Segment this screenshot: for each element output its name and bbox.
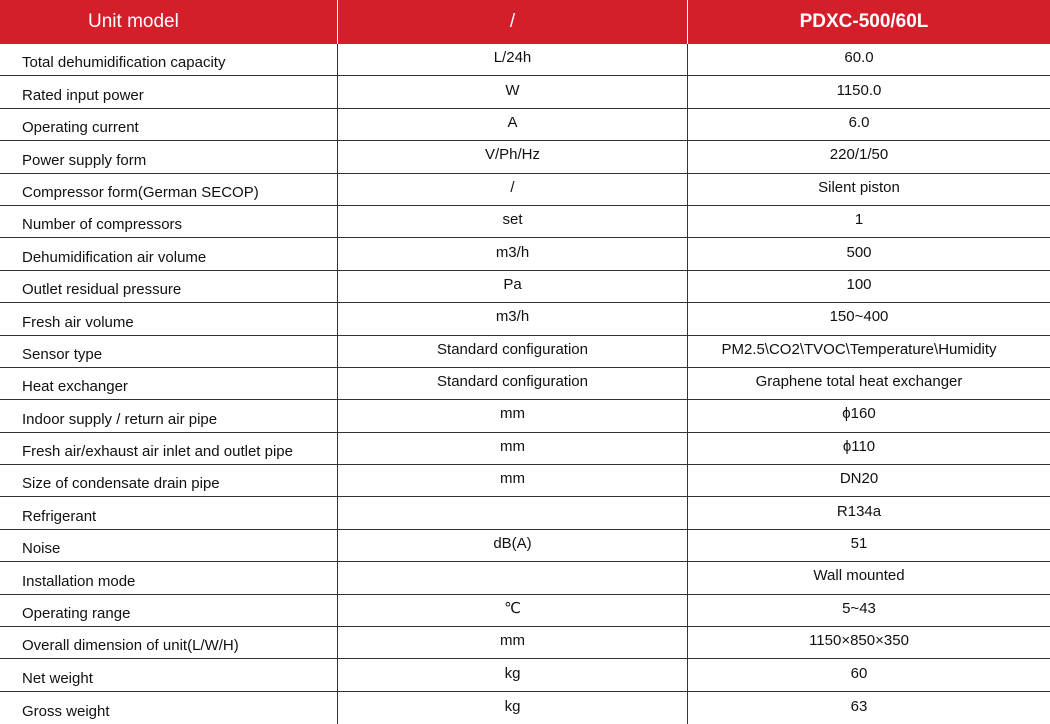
parameter-name: Refrigerant <box>22 507 97 525</box>
parameter-unit: mm <box>337 433 687 464</box>
parameter-unit <box>337 497 687 528</box>
table-header <box>0 0 1050 44</box>
parameter-unit: mm <box>337 400 687 431</box>
parameter-unit: mm <box>337 627 687 658</box>
table-row <box>0 174 1050 206</box>
table-row <box>0 109 1050 141</box>
parameter-name: Number of compressors <box>22 216 183 234</box>
parameter-value: R134a <box>687 497 1050 528</box>
table-row <box>0 595 1050 627</box>
parameter-name: Size of condensate drain pipe <box>22 475 220 493</box>
table-row <box>0 433 1050 465</box>
table-row <box>0 206 1050 238</box>
parameter-value: 500 <box>687 238 1050 269</box>
parameter-value: Wall mounted <box>687 562 1050 593</box>
parameter-name: Indoor supply / return air pipe <box>22 410 218 428</box>
parameter-name: Total dehumidification capacity <box>22 54 226 72</box>
parameter-unit: Pa <box>337 271 687 302</box>
parameter-name: Noise <box>22 540 61 558</box>
parameter-value: 60 <box>687 659 1050 690</box>
parameter-value: 150~400 <box>687 303 1050 334</box>
parameter-value: 100 <box>687 271 1050 302</box>
parameter-value: DN20 <box>687 465 1050 496</box>
table-row <box>0 465 1050 497</box>
parameter-value: 1150×850×350 <box>687 627 1050 658</box>
parameter-unit: kg <box>337 659 687 690</box>
table-row <box>0 368 1050 400</box>
parameter-unit: mm <box>337 465 687 496</box>
parameter-name: Compressor form(German SECOP) <box>22 183 259 201</box>
parameter-name: Power supply form <box>22 151 147 169</box>
table-row <box>0 692 1050 724</box>
unit-column-header: / <box>337 0 687 44</box>
parameter-name: Fresh air/exhaust air inlet and outlet pipe <box>22 443 293 461</box>
parameter-name: Operating current <box>22 119 139 137</box>
parameter-value: 5~43 <box>687 595 1050 626</box>
table-row <box>0 76 1050 108</box>
table-row <box>0 562 1050 594</box>
parameter-name: Heat exchanger <box>22 378 128 396</box>
parameter-value: 1 <box>687 206 1050 237</box>
parameter-value: ϕ160 <box>687 400 1050 431</box>
parameter-unit: / <box>337 174 687 205</box>
parameter-name: Rated input power <box>22 86 144 104</box>
table-row <box>0 303 1050 335</box>
table-body <box>0 44 1050 724</box>
table-row <box>0 530 1050 562</box>
table-row <box>0 238 1050 270</box>
table-row <box>0 659 1050 691</box>
parameter-value: Silent piston <box>687 174 1050 205</box>
table-row <box>0 271 1050 303</box>
parameter-unit: kg <box>337 692 687 724</box>
model-number: PDXC-500/60L <box>687 0 1050 44</box>
parameter-name: Sensor type <box>22 345 103 363</box>
parameter-value: 1150.0 <box>687 76 1050 107</box>
parameter-unit: Standard configuration <box>337 336 687 367</box>
parameter-value: Graphene total heat exchanger <box>687 368 1050 399</box>
parameter-value: PM2.5\CO2\TVOC\Temperature\Humidity <box>687 336 1050 367</box>
parameter-name: Installation mode <box>22 572 136 590</box>
parameter-name: Overall dimension of unit(L/W/H) <box>22 637 239 655</box>
parameter-unit: ℃ <box>337 595 687 626</box>
parameter-name: Operating range <box>22 605 131 623</box>
unit-model-label: Unit model <box>88 11 179 32</box>
parameter-value: ϕ110 <box>687 433 1050 464</box>
parameter-unit: W <box>337 76 687 107</box>
parameter-value: 60.0 <box>687 44 1050 75</box>
parameter-name: Dehumidification air volume <box>22 248 207 266</box>
parameter-unit: A <box>337 109 687 140</box>
table-row <box>0 400 1050 432</box>
parameter-unit: V/Ph/Hz <box>337 141 687 172</box>
parameter-name: Net weight <box>22 669 93 687</box>
parameter-unit: set <box>337 206 687 237</box>
parameter-unit <box>337 562 687 593</box>
parameter-value: 51 <box>687 530 1050 561</box>
parameter-unit: m3/h <box>337 238 687 269</box>
parameter-unit: m3/h <box>337 303 687 334</box>
parameter-unit: L/24h <box>337 44 687 75</box>
table-row <box>0 336 1050 368</box>
table-row <box>0 497 1050 529</box>
parameter-unit: dB(A) <box>337 530 687 561</box>
parameter-name: Outlet residual pressure <box>22 281 182 299</box>
parameter-value: 63 <box>687 692 1050 724</box>
parameter-name: Fresh air volume <box>22 313 134 331</box>
table-row <box>0 44 1050 76</box>
table-row <box>0 141 1050 173</box>
table-row <box>0 627 1050 659</box>
parameter-unit: Standard configuration <box>337 368 687 399</box>
parameter-name: Gross weight <box>22 703 110 721</box>
parameter-value: 220/1/50 <box>687 141 1050 172</box>
parameter-value: 6.0 <box>687 109 1050 140</box>
